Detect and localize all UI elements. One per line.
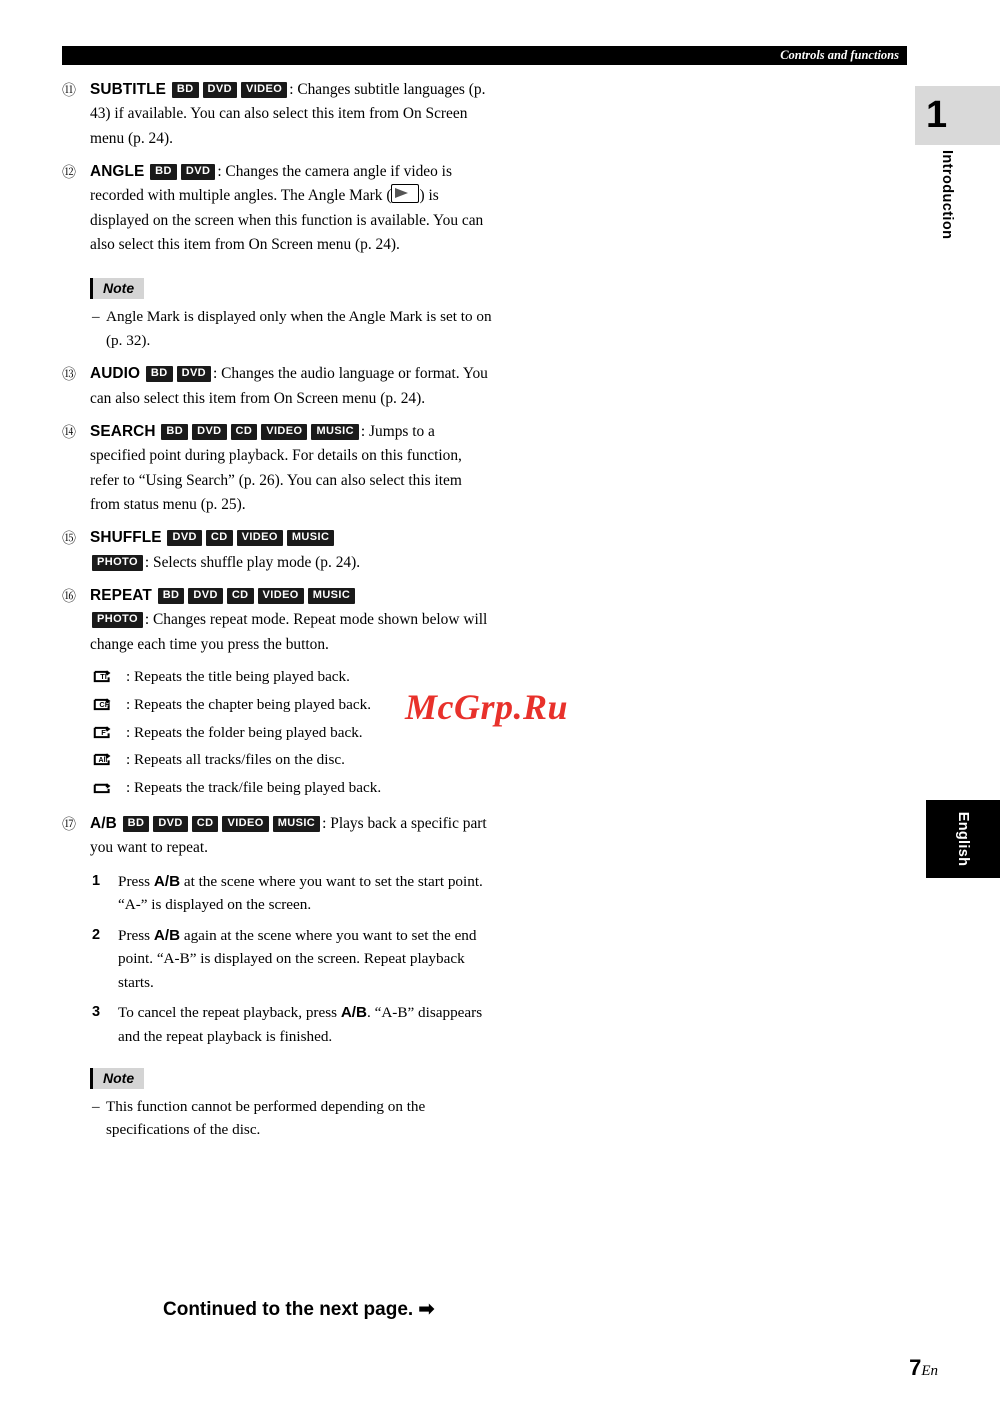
page-number-value: 7 (909, 1355, 922, 1380)
item-keyword: SHUFFLE (90, 529, 162, 547)
disc-chip: DVD (153, 816, 187, 832)
item-marker: ⑪ (62, 82, 76, 98)
disc-chip: DVD (177, 366, 211, 382)
note-body-text: This function cannot be performed depending on the specifications of the disc. (106, 1097, 426, 1139)
repeat-chapter-icon (92, 695, 116, 714)
chapter-number-tab (915, 86, 1000, 145)
disc-chip: CD (227, 588, 254, 604)
disc-chip: BD (150, 164, 177, 180)
item-marker: ⑰ (62, 816, 76, 833)
note-dash: – (92, 1097, 100, 1115)
disc-chip: DVD (167, 530, 201, 546)
disc-chip: CD (231, 424, 258, 440)
disc-chip: BD (161, 424, 188, 440)
repeat-mode-text: : Repeats the chapter being played back. (126, 695, 372, 713)
disc-chip: DVD (188, 588, 222, 604)
item-text: : Changes the audio language or format. You can also select this item from On Screen menu (p. 24). (90, 365, 488, 407)
list-item-repeat-all (92, 749, 492, 772)
step-item (92, 870, 492, 917)
disc-chip: VIDEO (241, 82, 287, 98)
item-marker: ⑭ (62, 424, 76, 441)
list-item-search (62, 420, 492, 517)
step-number: 1 (92, 872, 101, 889)
disc-chip: PHOTO (92, 555, 143, 571)
item-text: : Selects shuffle play mode (p. 24). (144, 553, 361, 571)
disc-chip: PHOTO (92, 612, 143, 628)
step-number: 2 (92, 926, 101, 943)
disc-chip: BD (172, 82, 199, 98)
step-number: 3 (92, 1004, 101, 1021)
page-number-suffix: En (921, 1363, 938, 1379)
list-item-shuffle (62, 526, 492, 575)
disc-chip: VIDEO (261, 424, 307, 440)
item-text: : Plays back a specific part you want to repeat. (90, 815, 487, 857)
disc-chip: CD (192, 816, 219, 832)
disc-chip: MUSIC (287, 530, 334, 546)
item-marker: ⑫ (62, 163, 76, 180)
step-bold-keyword: A/B (153, 926, 181, 944)
disc-chip: DVD (192, 424, 226, 440)
list-item-audio (62, 362, 492, 411)
disc-chip: BD (146, 366, 173, 382)
disc-chip: VIDEO (237, 530, 283, 546)
disc-chip: MUSIC (273, 816, 320, 832)
repeat-icon-label: TI (100, 671, 107, 681)
language-tab-label: English (955, 811, 971, 867)
item-marker: ⑮ (62, 530, 76, 547)
step-text-after: at the scene where you want to set the start point. “A-” is displayed on the screen. (118, 872, 483, 914)
item-keyword: SEARCH (90, 423, 156, 441)
watermark: McGrp.Ru (405, 687, 569, 727)
repeat-track-icon (92, 778, 116, 797)
item-text: : Jumps to a specified point during playback. For details on this function, refer to “Using Search” (p. 26). You can also select this item from status menu (p. 25). (90, 423, 462, 514)
item-keyword: REPEAT (90, 587, 152, 605)
header-rule (62, 46, 907, 65)
list-item-subtitle (62, 78, 492, 151)
angle-mark-icon (391, 184, 419, 203)
repeat-all-icon (92, 750, 116, 769)
language-tab (926, 800, 1000, 878)
repeat-mode-text: : Repeats the track/file being played back. (126, 779, 382, 797)
disc-chip: DVD (181, 164, 215, 180)
repeat-mode-text: : Repeats all tracks/files on the disc. (126, 751, 345, 769)
disc-chip: MUSIC (308, 588, 355, 604)
disc-chip: VIDEO (258, 588, 304, 604)
repeat-icon-label: All (98, 757, 108, 765)
note-text (92, 305, 492, 352)
disc-chip: DVD (203, 82, 237, 98)
chapter-number: 1 (926, 94, 948, 136)
step-item (92, 924, 492, 995)
continued-notice: Continued to the next page. ➡ (163, 1299, 435, 1320)
disc-chip: MUSIC (311, 424, 358, 440)
repeat-mode-text: : Repeats the folder being played back. (126, 723, 363, 741)
chapter-name-tab: Introduction (939, 150, 955, 240)
note-heading: Note (90, 1068, 144, 1089)
note-heading: Note (90, 278, 144, 299)
step-text-before: To cancel the repeat playback, press (118, 1004, 341, 1022)
repeat-icon-label: CH (99, 699, 111, 709)
note-body-text: Angle Mark is displayed only when the Angle Mark is set to on (p. 32). (106, 308, 492, 349)
list-item-angle (62, 160, 492, 257)
repeat-title-icon (92, 667, 116, 686)
step-bold-keyword: A/B (153, 872, 181, 890)
step-item (92, 1001, 492, 1048)
item-text: : Changes subtitle languages (p. 43) if available. You can also select this item from On Screen menu (p. 24). (90, 81, 486, 147)
note-text (92, 1095, 492, 1142)
repeat-folder-icon (92, 723, 116, 742)
disc-chip: VIDEO (222, 816, 268, 832)
list-item-repeat-track (92, 777, 492, 800)
step-bold-keyword: A/B (340, 1004, 367, 1022)
document-body (62, 78, 492, 1152)
disc-chip: CD (206, 530, 233, 546)
step-text-before: Press (118, 872, 154, 890)
item-keyword: A/B (90, 815, 117, 833)
note-dash: – (92, 308, 100, 326)
page-number (909, 1355, 938, 1381)
step-text-before: Press (118, 926, 154, 944)
repeat-icon-label: F (101, 727, 106, 737)
item-text-before-icon: : Changes the camera angle if video is recorded with multiple angles. The Angle Mark ( (90, 162, 452, 205)
item-keyword: SUBTITLE (90, 81, 167, 98)
step-text-after: . “A-B” disappears and the repeat playback is finished. (118, 1004, 483, 1046)
item-text: : Changes repeat mode. Repeat mode shown below will change each time you press the button. (90, 611, 488, 653)
section-label: Controls and functions (780, 48, 899, 62)
repeat-mode-text: : Repeats the title being played back. (126, 668, 350, 686)
item-keyword: ANGLE (90, 162, 145, 180)
step-text-after: again at the scene where you want to set the end point. “A-B” is displayed on the screen. Repeat playback starts. (118, 926, 477, 991)
disc-chip: BD (158, 588, 185, 604)
item-marker: ⑬ (62, 366, 76, 383)
item-keyword: AUDIO (90, 365, 141, 383)
list-item-repeat (62, 584, 492, 657)
item-text-after-icon: ) is displayed on the screen when this function is available. You can also select this item from On Screen menu (p. 24). (90, 187, 484, 253)
list-item-ab (62, 812, 492, 861)
item-marker: ⑯ (62, 588, 76, 605)
disc-chip: BD (123, 816, 150, 832)
